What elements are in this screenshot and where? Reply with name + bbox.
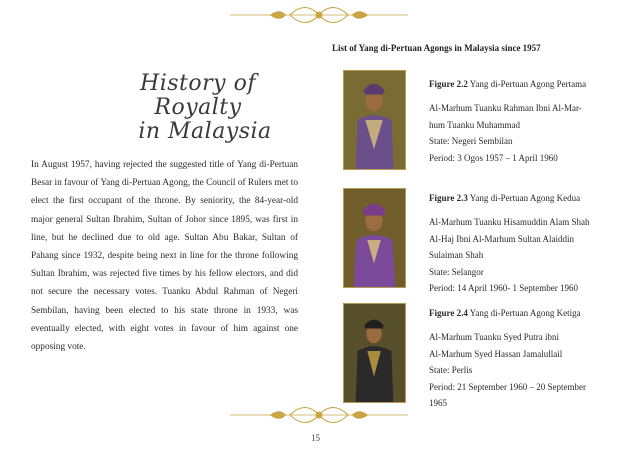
figure-caption: Yang di-Pertuan Agong Ketiga <box>467 308 581 318</box>
title-line-2: Royalty <box>154 95 242 120</box>
portrait-image-2 <box>344 189 405 287</box>
figure-line: Al-Marhum Tuanku Syed Putra ibni <box>429 332 560 342</box>
portrait-image-3 <box>344 304 405 402</box>
figure-label: Figure 2.4 <box>429 308 468 318</box>
figure-line: Al-Marhum Tuanku Rahman Ibni Al-Mar- <box>429 103 582 113</box>
figure-caption: Yang di-Pertuan Agong Kedua <box>467 193 581 203</box>
figure-line: Period: 21 September 1960 – 20 September <box>429 381 586 392</box>
figure-line: Period: 3 Ogos 1957 – 1 April 1960 <box>429 152 558 163</box>
flourish-icon <box>230 2 408 28</box>
portrait-image-1 <box>344 71 405 169</box>
top-ornament <box>230 2 408 28</box>
figure-line: Al-Haj Ibni Al-Marhum Sultan Alaiddin <box>429 233 574 244</box>
figure-line: Al-Marhum Tuanku Hisamuddin Alam Shah <box>429 217 590 227</box>
figure-line: State: Negeri Sembilan <box>429 136 513 146</box>
figure-label: Figure 2.2 <box>429 79 468 89</box>
figure-2-3-title <box>429 192 609 204</box>
figure-line: Al-Marhum Syed Hassan Jamalullail <box>429 348 563 359</box>
figure-line: Period: 14 April 1960- 1 September 1960 <box>429 283 578 293</box>
figure-2-2-caption <box>429 78 609 166</box>
page-title <box>118 72 278 144</box>
body-paragraph: In August 1957, having rejected the suggested title of Yang di-Pertuan Besar in favour of Yang di-Pertuan Agong, the Council of Rulers met to elect the first occupant of the throne. By seniority, the 84-year-old major general Sultan Ibrahim, Sultan of Johor since 1895, was first in line, but he declined due to old age. Sultan Abu Bakar, Sultan of Pahang since 1932, despite being next in line for the throne following Sultan Ibrahim, was rejected five times by his fellow electors, and did not secure the necessary votes. Tuanku Abdul Rahman of Negeri Sembilan, having been elected to his state throne in 1933, was eventually elected, with eight votes in favour of him against one opposing vote. <box>31 160 298 353</box>
flourish-icon <box>230 402 408 428</box>
figure-2-4-caption <box>429 307 609 412</box>
bottom-ornament <box>230 402 408 428</box>
portrait-figure-2-3 <box>343 188 406 288</box>
figure-caption: Yang di-Pertuan Agong Pertama <box>467 79 587 89</box>
portrait-figure-2-2 <box>343 70 406 170</box>
portrait-figure-2-4 <box>343 303 406 403</box>
page-number: 15 <box>311 433 320 443</box>
figure-2-4-title <box>429 307 609 319</box>
figure-line: Sulaiman Shah <box>429 250 484 260</box>
figure-line: 1965 <box>429 398 447 408</box>
title-line-3: in Malaysia <box>138 119 272 144</box>
figure-line: State: Perlis <box>429 365 473 375</box>
figure-line: State: Selangor <box>429 266 484 277</box>
figure-2-3-caption <box>429 192 609 297</box>
list-heading: List of Yang di-Pertuan Agongs in Malaysia since 1957 <box>332 43 541 53</box>
title-line-1: History of <box>140 71 256 96</box>
figure-line: hum Tuanku Muhammad <box>429 119 521 130</box>
figure-label: Figure 2.3 <box>429 193 468 203</box>
figure-2-2-title <box>429 78 609 90</box>
